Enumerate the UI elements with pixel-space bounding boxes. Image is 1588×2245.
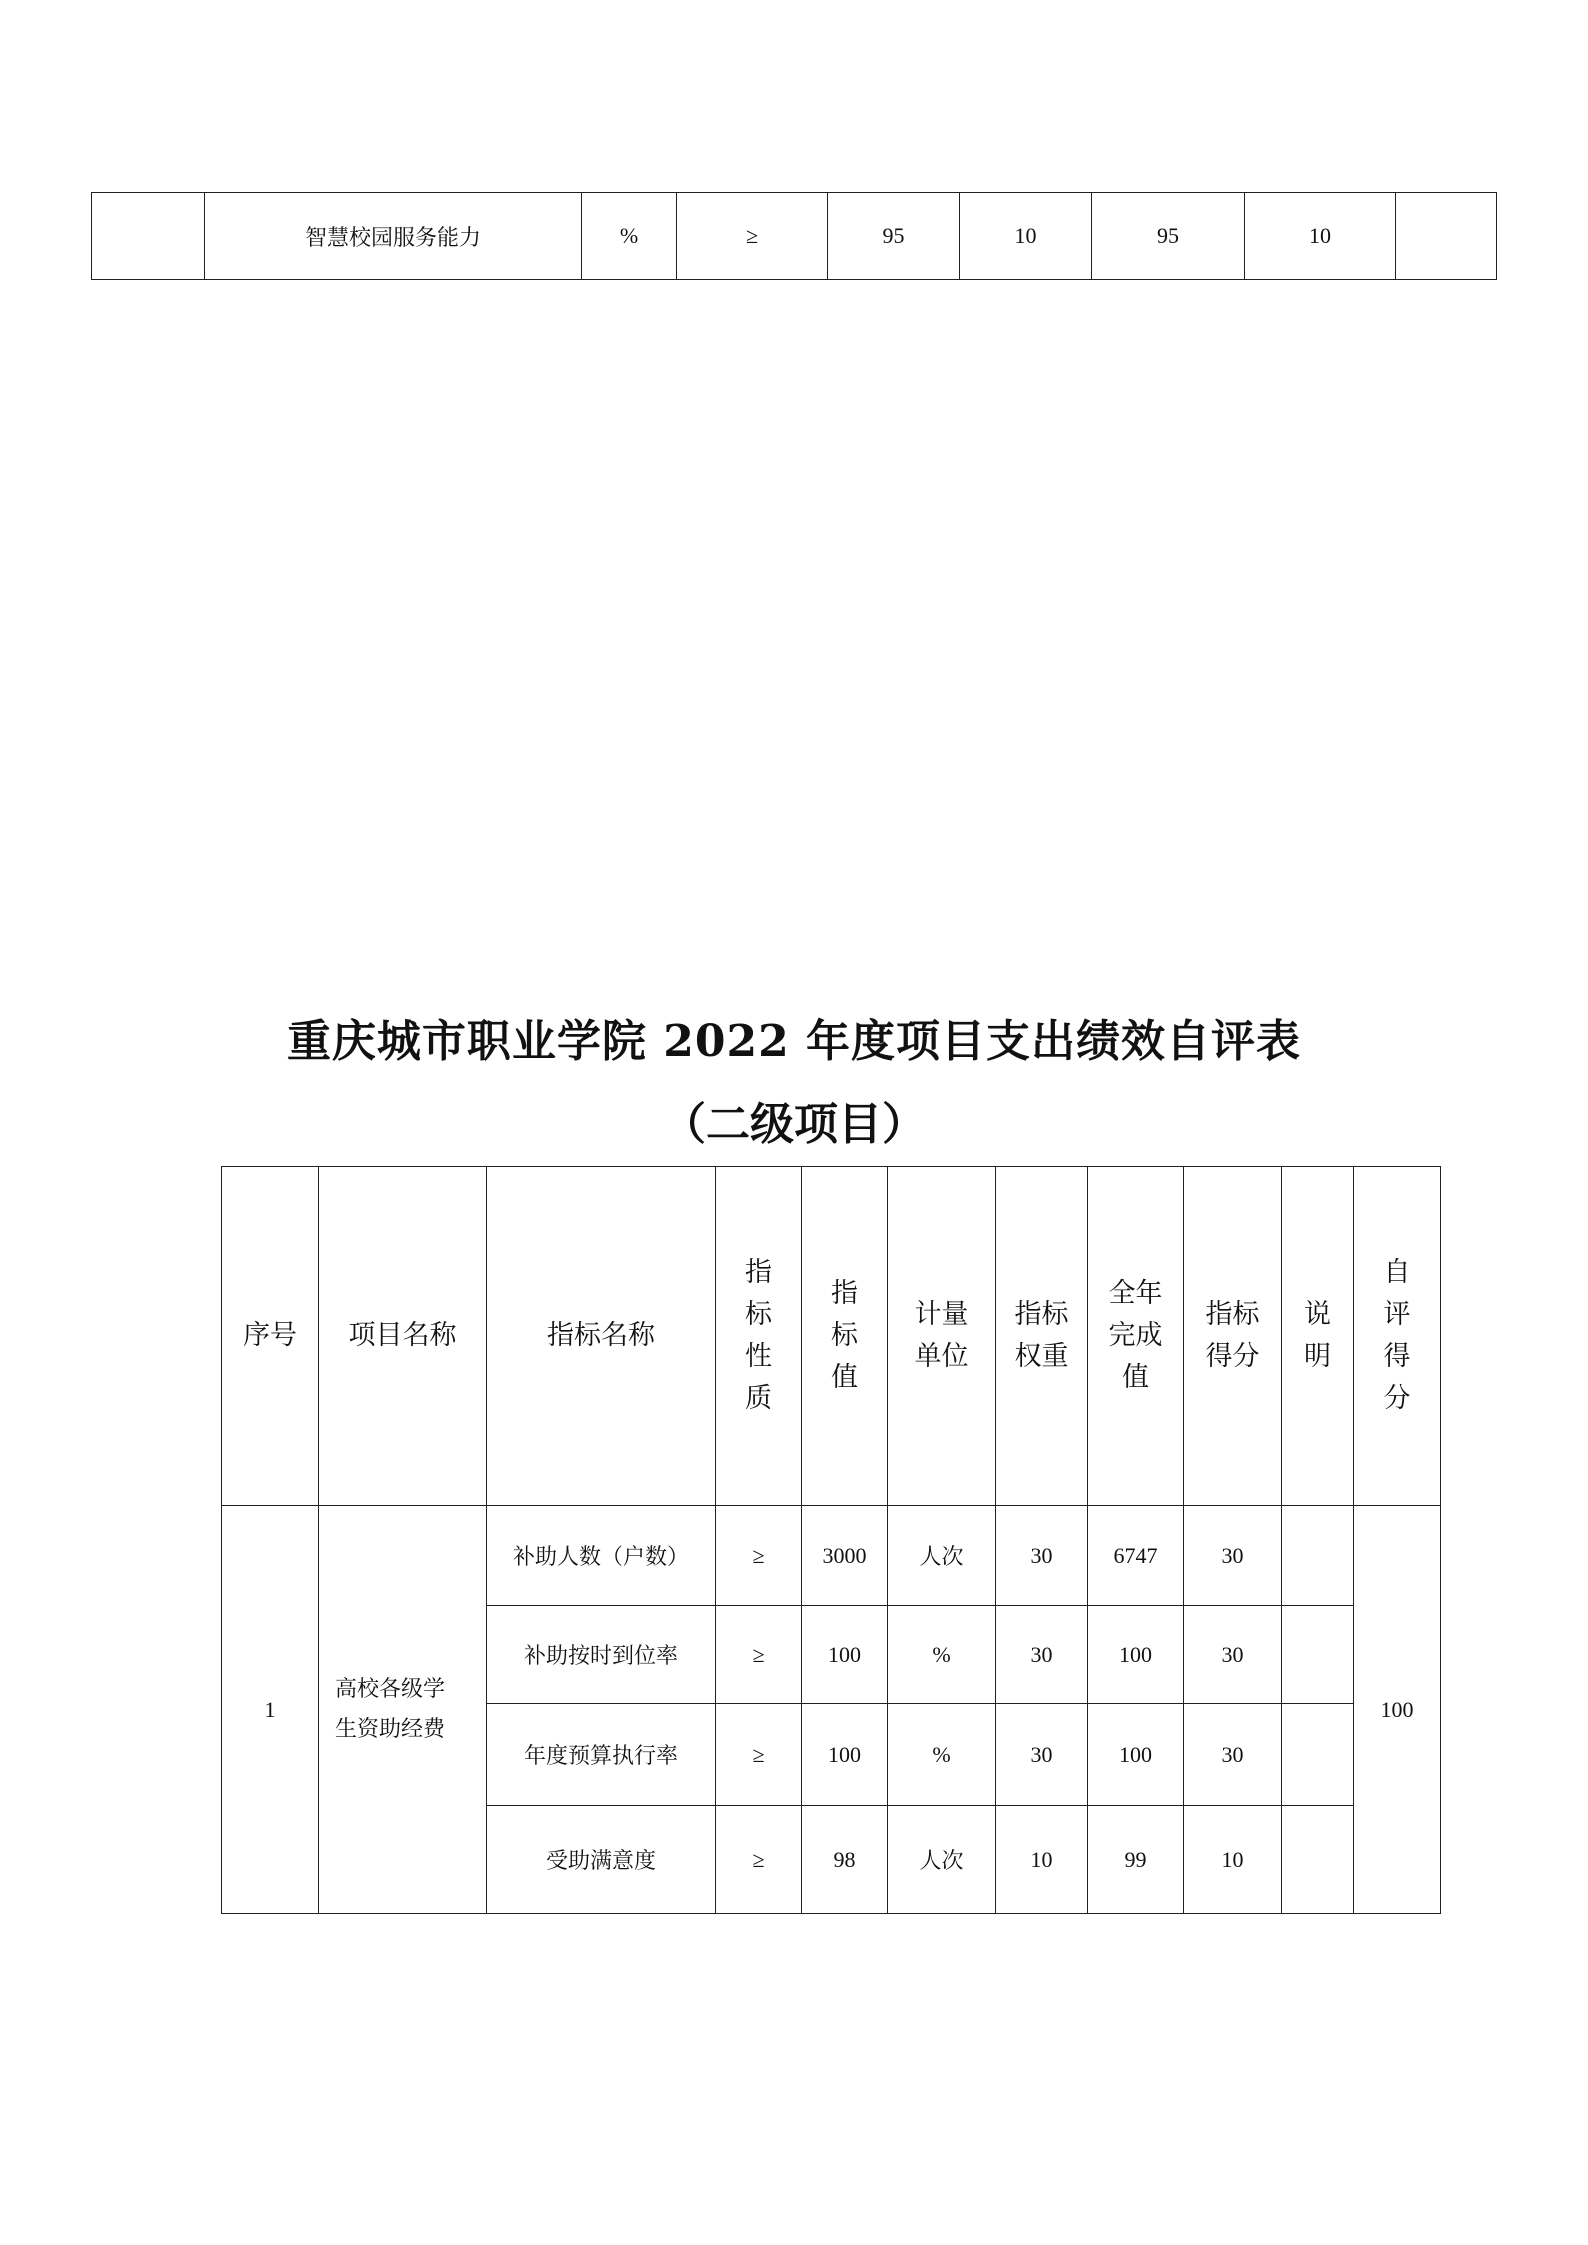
cell-note — [1396, 193, 1497, 280]
cell-weight: 30 — [996, 1606, 1088, 1704]
cell-seq — [92, 193, 205, 280]
cell-unit: 人次 — [888, 1806, 996, 1914]
cell-unit: % — [582, 193, 677, 280]
header-project-name: 项目名称 — [319, 1167, 487, 1506]
header-completed-value: 全年 完成 值 — [1088, 1167, 1184, 1506]
cell-score: 10 — [1184, 1806, 1282, 1914]
table-row — [92, 193, 1497, 280]
cell-score: 30 — [1184, 1606, 1282, 1704]
performance-table — [221, 1166, 1441, 1914]
header-self-score: 自 评 得 分 — [1354, 1167, 1441, 1506]
cell-project-name: 高校各级学 生资助经费 — [319, 1506, 487, 1914]
header-weight: 指标 权重 — [996, 1167, 1088, 1506]
cell-weight: 30 — [996, 1704, 1088, 1806]
cell-weight: 10 — [960, 193, 1092, 280]
cell-target-value: 95 — [828, 193, 960, 280]
header-seq: 序号 — [222, 1167, 319, 1506]
header-target-value: 指 标 值 — [802, 1167, 888, 1506]
table-row — [222, 1506, 1441, 1606]
cell-score: 30 — [1184, 1704, 1282, 1806]
cell-nature: ≥ — [716, 1606, 802, 1704]
cell-nature: ≥ — [716, 1506, 802, 1606]
cell-score: 30 — [1184, 1506, 1282, 1606]
cell-target-value: 98 — [802, 1806, 888, 1914]
cell-nature: ≥ — [716, 1806, 802, 1914]
cell-indicator-name: 补助人数（户数） — [487, 1506, 716, 1606]
cell-note — [1282, 1806, 1354, 1914]
cell-score: 10 — [1245, 193, 1396, 280]
cell-nature: ≥ — [677, 193, 828, 280]
header-row — [222, 1167, 1441, 1506]
cell-target-value: 100 — [802, 1704, 888, 1806]
cell-indicator-name: 补助按时到位率 — [487, 1606, 716, 1704]
cell-note — [1282, 1506, 1354, 1606]
cell-completed-value: 99 — [1088, 1806, 1184, 1914]
cell-weight: 10 — [996, 1806, 1088, 1914]
cell-unit: % — [888, 1704, 996, 1806]
cell-target-value: 3000 — [802, 1506, 888, 1606]
cell-note — [1282, 1704, 1354, 1806]
page-subtitle: （二级项目） — [662, 1099, 926, 1150]
cell-completed-value: 100 — [1088, 1704, 1184, 1806]
cell-completed-value: 6747 — [1088, 1506, 1184, 1606]
cell-unit: 人次 — [888, 1506, 996, 1606]
header-note: 说 明 — [1282, 1167, 1354, 1506]
page-title: 重庆城市职业学院 2022 年度项目支出绩效自评表 — [286, 1016, 1302, 1067]
cell-nature: ≥ — [716, 1704, 802, 1806]
cell-indicator-name: 智慧校园服务能力 — [205, 193, 582, 280]
cell-target-value: 100 — [802, 1606, 888, 1704]
cell-note — [1282, 1606, 1354, 1704]
header-unit: 计量 单位 — [888, 1167, 996, 1506]
cell-unit: % — [888, 1606, 996, 1704]
cell-seq: 1 — [222, 1506, 319, 1914]
header-nature: 指 标 性 质 — [716, 1167, 802, 1506]
continuation-table — [91, 192, 1497, 280]
cell-completed-value: 100 — [1088, 1606, 1184, 1704]
cell-self-score: 100 — [1354, 1506, 1441, 1914]
cell-indicator-name: 受助满意度 — [487, 1806, 716, 1914]
cell-indicator-name: 年度预算执行率 — [487, 1704, 716, 1806]
cell-completed-value: 95 — [1092, 193, 1245, 280]
cell-weight: 30 — [996, 1506, 1088, 1606]
header-indicator-name: 指标名称 — [487, 1167, 716, 1506]
header-score: 指标 得分 — [1184, 1167, 1282, 1506]
